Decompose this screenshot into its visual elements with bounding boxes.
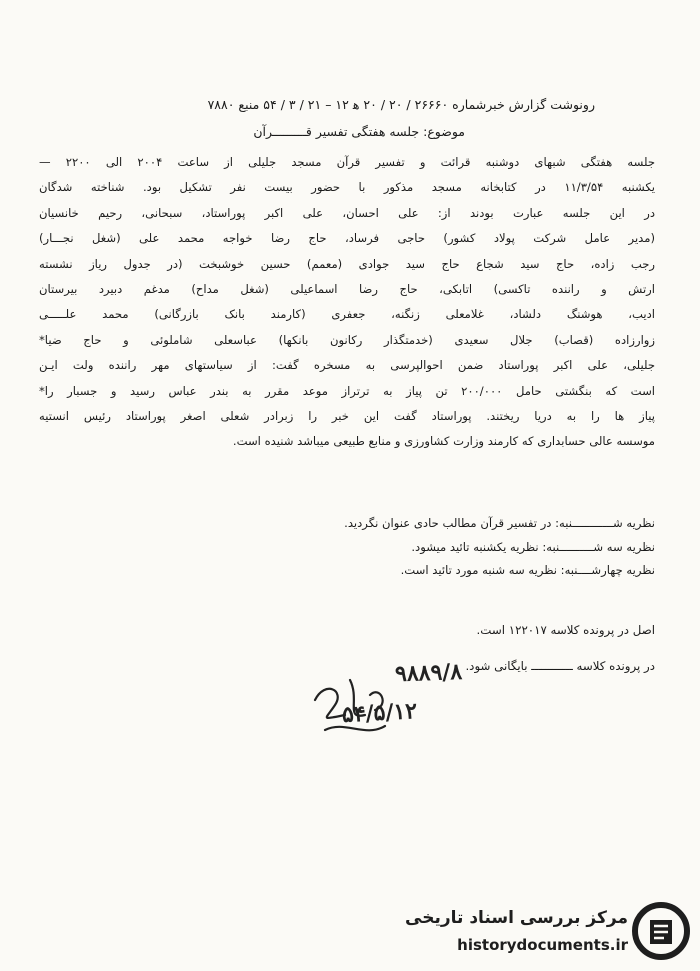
archive-logo-icon <box>632 902 690 960</box>
body-line: در این جلسه عبارت بودند از: علی احسان، علی اکبر پوراستاد، سبحانی، رحیم خانسیان <box>39 205 655 220</box>
handwritten-date: ۵۴/۵/۱۲ <box>341 698 418 728</box>
report-header: رونوشت گزارش خبرشماره ۲۶۶۶۰ / ۲۰ / ۲۰ ه‍ ۱۲ – ۲۱ / ۳ / ۵۴ منبع ۷۸۸۰ <box>207 97 595 112</box>
assessment-block <box>39 512 655 583</box>
watermark-name: مرکز بررسی اسناد تاریخی <box>405 908 628 928</box>
filing-copy: در پرونده کلاسه ــــــــــــ بایگانی شود. <box>465 659 655 673</box>
body-line: (مدیر عامل شرکت پولاد کشور) حاجی فرساد، حاج رضا خواجه محمد علی (شغل نجـــار) <box>39 231 655 246</box>
report-body <box>39 150 655 455</box>
body-line: ارتش و راننده تاکسی) اتابکی، حاج رضا اسماعیلی (شغل مداح) مدغم دبیرد بیرستان <box>39 282 655 297</box>
body-line: است که بنگشتی حامل ۲۰۰/۰۰۰ تن پیاز به ترتراز موعد مقرر به بندر عباس رسید و جسبار را* <box>39 383 655 398</box>
body-line: رجب زاده، حاج سید شجاع حاج سید جوادی (معمم) حسین خوشبخت (در جدول ریاز نشسته <box>39 256 655 271</box>
watermark-url: historydocuments.ir <box>457 936 628 954</box>
assessment-line: نظریه چهارشــــنبه: نظریه سه شنبه مورد تائید است. <box>400 563 655 577</box>
body-line: پیاز ها را به دریا ریختند. پوراستاد گفت این خبر را زبرادر شعلی اصغر پوراستاد رئیس انستیه <box>39 409 655 424</box>
archive-watermark <box>390 898 690 964</box>
handwritten-file-number: ۹۸۸۹/۸ <box>394 658 463 688</box>
report-subject: موضوع: جلسه هفتگی تفسیر قـــــــــرآن <box>253 124 465 139</box>
body-line: جلسه هفتگی شبهای دوشنبه قرائت و تفسیر قرآن مسجد جلیلی از ساعت ۲۰۰۴ الی ۲۲۰۰ — <box>39 155 655 169</box>
assessment-line: نظریه شــــــــــــنبه: در تفسیر قرآن مطالب حادی عنوان نگردید. <box>344 516 655 530</box>
body-line: جلیلی، علی اکبر پوراستاد ضمن احوالپرسی به مسخره گفت: از سیاستهای مهر راننده ولت ایـن <box>39 358 655 373</box>
body-line: ادیب، هوشنگ دلشاد، غلامعلی زنگنه، جعفری (کارمند بانک بازرگانی) محمد علـــــی <box>39 307 655 322</box>
body-line: موسسه عالی حسابداری که کارمند وزارت کشاورزی و منابع طبیعی میباشد شنیده است. <box>232 434 655 449</box>
body-line: زوارزاده (قصاب) جلال سعیدی (خدمتگذار رکانون بانکها) عباسعلی شاملوئی و حاج ضیا* <box>39 332 655 347</box>
assessment-line: نظریه سه شــــــــــنبه: نظریه یکشنبه تائید میشود. <box>411 539 655 554</box>
body-line: یکشنبه ۱۱/۳/۵۴ در کتابخانه مسجد مذکور با حضور بیست نفر تشکیل بود. شناخته شدگان <box>39 180 655 195</box>
filing-original: اصل در پرونده کلاسه ۱۲۲۰۱۷ است. <box>476 623 655 637</box>
